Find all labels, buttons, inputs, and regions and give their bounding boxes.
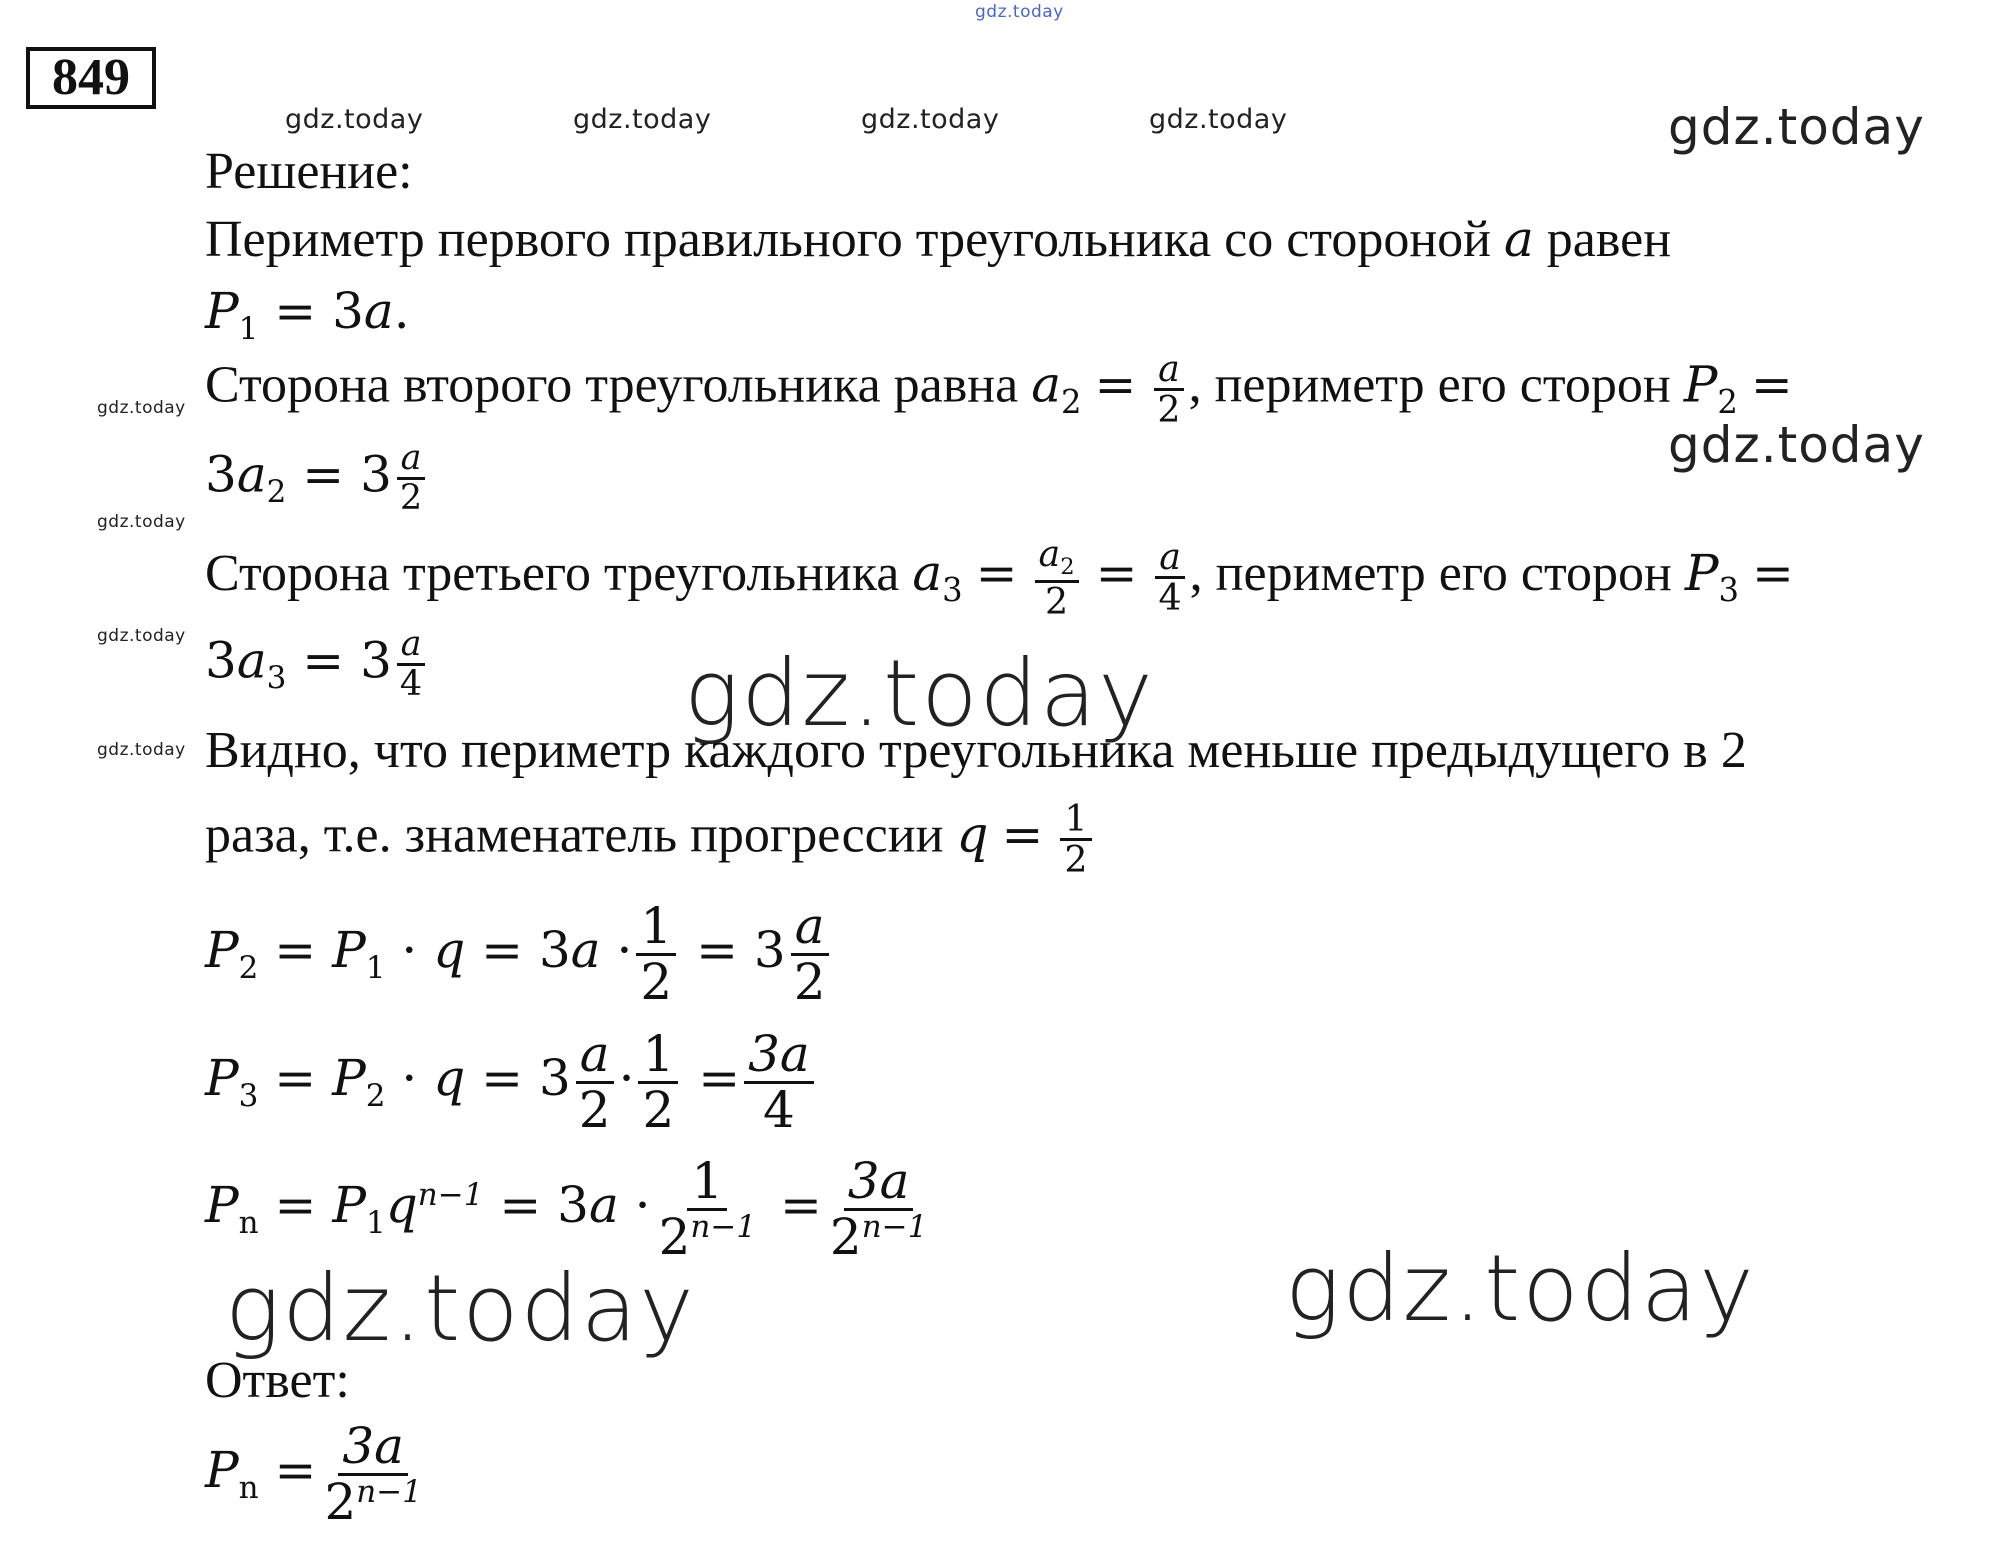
- watermark: gdz.today: [225, 1255, 696, 1362]
- fraction: $\frac{3a}{2^{n-1}}$: [324, 1417, 422, 1531]
- watermark: gdz.today: [285, 104, 424, 135]
- watermark: gdz.today: [97, 626, 186, 646]
- fraction: $\frac{a_2}{2}$: [1035, 535, 1079, 621]
- fraction: $\frac{1}{2^{n-1}}$: [658, 1152, 757, 1266]
- watermark-top: gdz.today: [975, 2, 1064, 22]
- watermark: gdz.today: [684, 640, 1155, 747]
- formula-p1: $P_1 = 3a$.: [205, 282, 410, 347]
- fraction: $\frac{a}{4}$: [396, 626, 426, 703]
- formula: $3a_2 = 3$ $\frac{a}{2}$: [205, 440, 430, 517]
- watermark: gdz.today: [1668, 98, 1925, 156]
- watermark: gdz.today: [1285, 1235, 1756, 1342]
- text-line: Видно, что периметр каждого треугольника меньше предыдущего в 2: [205, 722, 1747, 779]
- solution-heading: Решение:: [205, 143, 413, 200]
- formula-p3: $P_3 = P_2 \cdot q = 3$ $\frac{a}{2}$ · $\frac{1}{2}$ = $\frac{3a}{4}$: [205, 1028, 818, 1136]
- fraction: $\frac{a}{2}$: [575, 1028, 615, 1136]
- formula-pn: $P_n = P_1q^{n-1} = 3a$ · $\frac{1}{2^{n-1}}$ = $\frac{3a}{2^{n-1}}$: [205, 1155, 935, 1263]
- fraction: $\frac{3a}{4}$: [744, 1028, 814, 1136]
- formula: $3a_3 = 3$ $\frac{a}{4}$: [205, 626, 430, 703]
- watermark: gdz.today: [1668, 416, 1925, 474]
- text-line: Периметр первого правильного треугольника со стороной a равен: [205, 210, 1672, 268]
- watermark: gdz.today: [1149, 104, 1288, 135]
- text-line: раза, т.е. знаменатель прогрессии q = $\frac{1}{2}$: [205, 800, 1096, 879]
- watermark: gdz.today: [97, 398, 186, 418]
- watermark: gdz.today: [861, 104, 1000, 135]
- text-line: Сторона второго треугольника равна $a_2$ = $\frac{a}{2}$ , периметр его сторон $P_2$ =: [205, 347, 1793, 432]
- watermark: gdz.today: [97, 512, 186, 532]
- fraction: $\frac{1}{2}$: [1060, 800, 1091, 879]
- fraction: $\frac{a}{4}$: [1155, 538, 1186, 617]
- fraction: $\frac{1}{2}$: [638, 1028, 678, 1136]
- fraction: $\frac{3a}{2^{n-1}}$: [829, 1152, 928, 1266]
- fraction: $\frac{a}{2}$: [396, 440, 426, 517]
- text-line: Сторона третьего треугольника $a_3$ = $\frac{a_2}{2}$ = $\frac{a}{4}$ , периметр его сторон $P_3$ =: [205, 532, 1794, 623]
- watermark: gdz.today: [573, 104, 712, 135]
- answer-heading: Ответ:: [205, 1352, 350, 1409]
- formula-p2: $P_2 = P_1 \cdot q = 3a$ · $\frac{1}{2}$ = 3 $\frac{a}{2}$: [205, 900, 834, 1008]
- fraction: $\frac{a}{2}$: [1153, 350, 1184, 429]
- formula-answer: $P_n$ = $\frac{3a}{2^{n-1}}$: [205, 1420, 430, 1528]
- fraction: $\frac{1}{2}$: [636, 900, 676, 1008]
- problem-number: 849: [26, 47, 156, 109]
- watermark: gdz.today: [97, 740, 186, 760]
- fraction: $\frac{a}{2}$: [790, 900, 830, 1008]
